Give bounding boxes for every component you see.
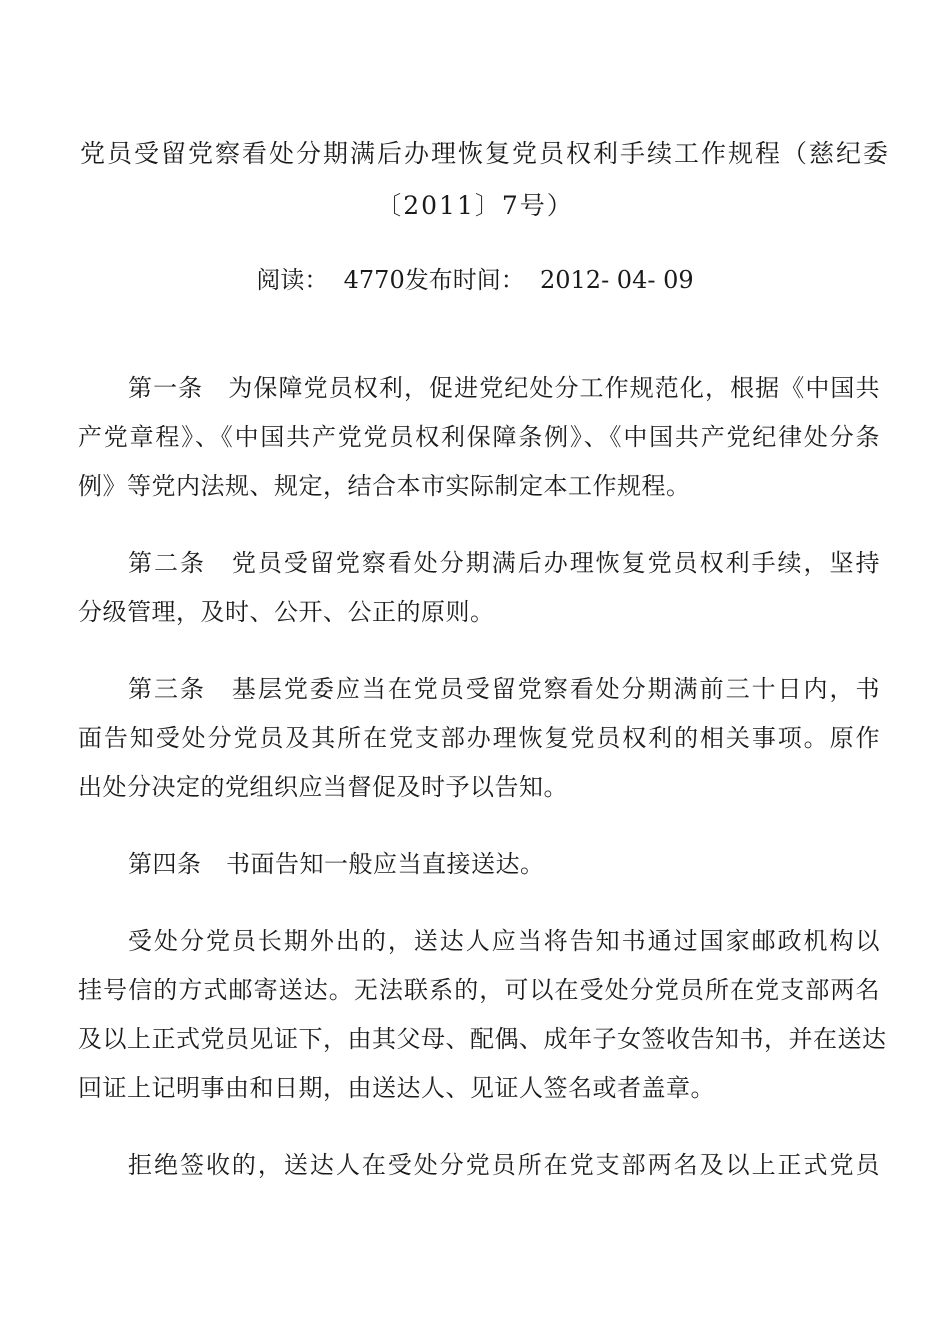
document-title xyxy=(80,128,891,232)
article-1-line-3: 例》等党内法规、规定，结合本市实际制定本工作规程。 xyxy=(78,472,691,500)
clause-1-line-3: 及以上正式党员见证下，由其父母、配偶、成年子女签收告知书，并在送达 xyxy=(78,1025,887,1053)
article-4-clause-2 xyxy=(78,1141,880,1190)
title-line-1: 党员受留党察看处分期满后办理恢复党员权利手续工作规程（慈纪委 xyxy=(80,139,891,168)
article-1-line-2: 产党章程》、《中国共产党党员权利保障条例》、《中国共产党纪律处分条 xyxy=(78,423,880,451)
document-meta xyxy=(0,258,950,302)
article-1 xyxy=(78,364,880,511)
article-4-line-1: 第四条 书面告知一般应当直接送达。 xyxy=(128,850,545,878)
article-3-line-1: 第三条 基层党委应当在党员受留党察看处分期满前三十日内，书 xyxy=(128,675,880,703)
published-label: 发布时间： xyxy=(404,266,525,294)
article-2-line-2: 分级管理，及时、公开、公正的原则。 xyxy=(78,598,495,626)
published-date: 2012- 04- 09 xyxy=(539,266,694,294)
clause-1-line-4: 回证上记明事由和日期，由送达人、见证人签名或者盖章。 xyxy=(78,1074,715,1102)
article-2 xyxy=(78,539,880,637)
clause-1-line-2: 挂号信的方式邮寄送达。无法联系的，可以在受处分党员所在党支部两名 xyxy=(78,976,880,1004)
article-1-line-1: 第一条 为保障党员权利，促进党纪处分工作规范化，根据《中国共 xyxy=(128,374,880,402)
article-4-clause-1 xyxy=(78,917,887,1113)
title-line-2: 〔2011〕7号） xyxy=(376,191,574,220)
article-2-line-1: 第二条 党员受留党察看处分期满后办理恢复党员权利手续，坚持 xyxy=(128,549,880,577)
clause-1-line-1: 受处分党员长期外出的，送达人应当将告知书通过国家邮政机构以 xyxy=(128,927,880,955)
article-3-line-2: 面告知受处分党员及其所在党支部办理恢复党员权利的相关事项。原作 xyxy=(78,724,880,752)
article-3 xyxy=(78,665,880,812)
reads-label: 阅读： xyxy=(256,266,329,294)
document-body xyxy=(78,364,887,1218)
clause-2-line-1: 拒绝签收的，送达人在受处分党员所在党支部两名及以上正式党员 xyxy=(128,1151,880,1179)
article-3-line-3: 出处分决定的党组织应当督促及时予以告知。 xyxy=(78,773,568,801)
reads-count: 4770 xyxy=(343,266,405,294)
article-4 xyxy=(78,840,880,889)
